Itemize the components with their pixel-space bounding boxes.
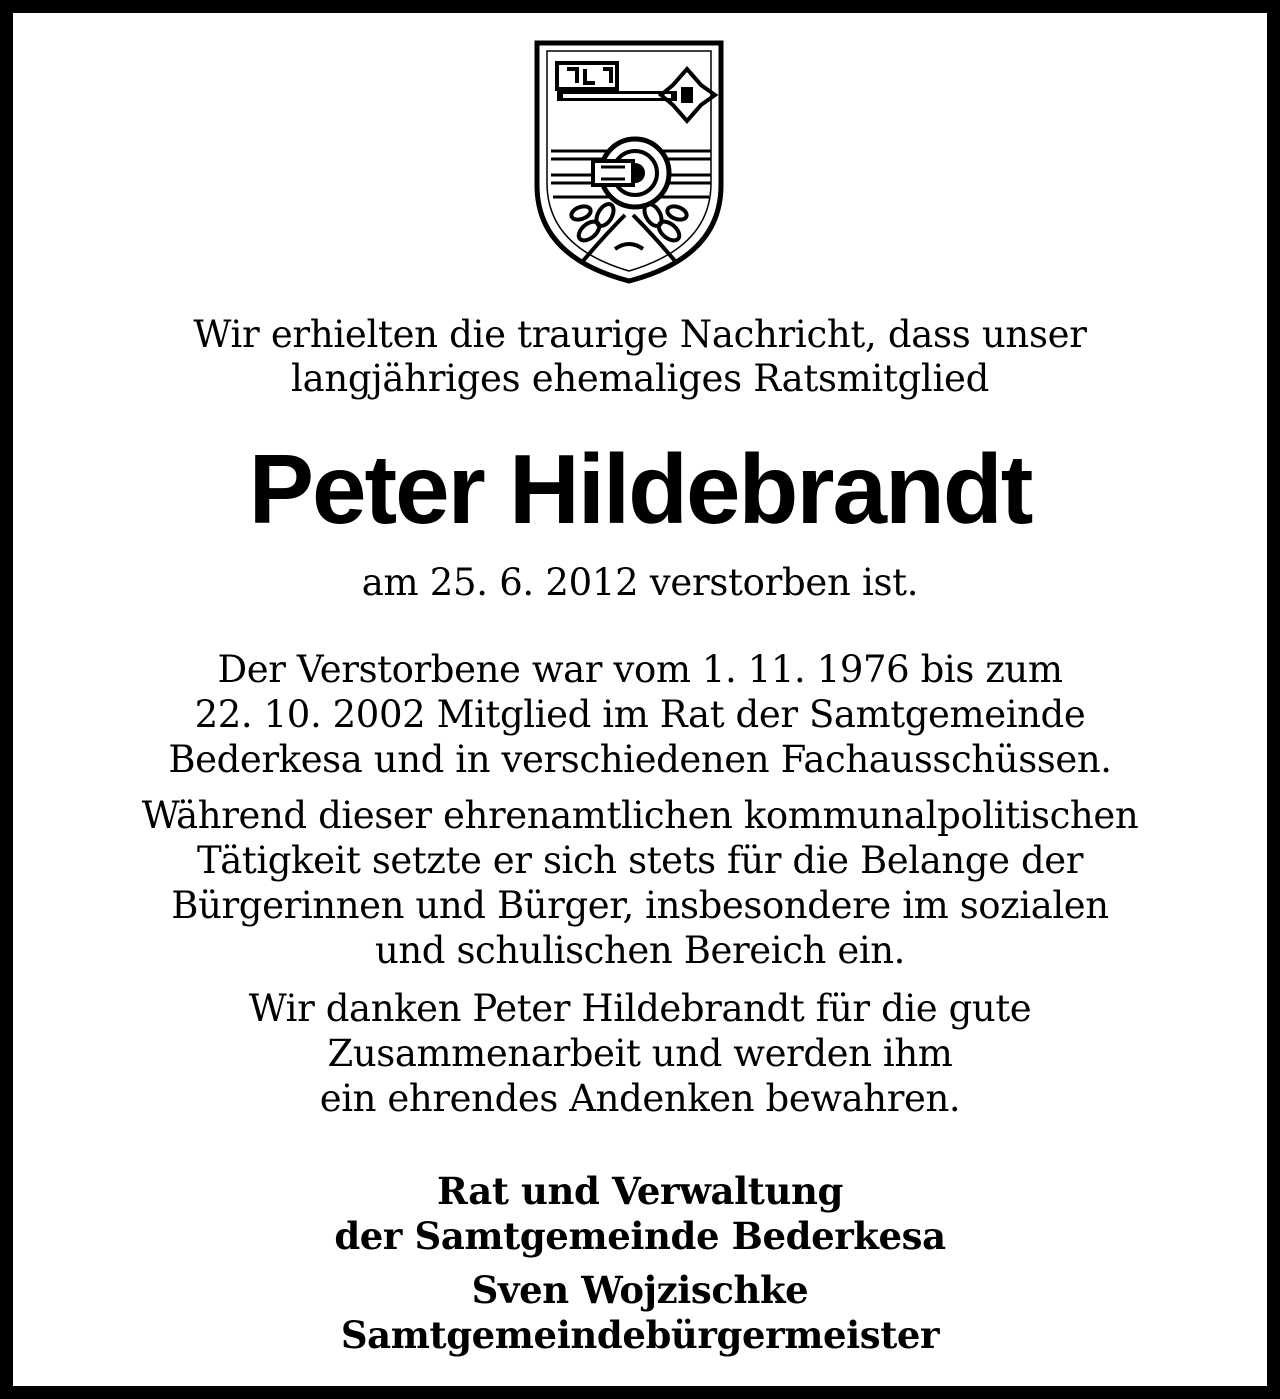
intro-text <box>13 313 1267 401</box>
paragraph-line: Zusammenarbeit und werden ihm <box>327 1032 953 1075</box>
paragraph-line: Bederkesa und in verschiedenen Fachausschüssen. <box>168 738 1112 781</box>
signature-person <box>13 1268 1267 1358</box>
signature-line: Sven Wojzischke <box>471 1268 809 1312</box>
coat-of-arms-icon <box>523 35 735 287</box>
intro-line: Wir erhielten die traurige Nachricht, dass unser <box>193 313 1087 356</box>
signature-line: Rat und Verwaltung <box>437 1169 843 1213</box>
intro-line: langjähriges ehemaliges Ratsmitglied <box>291 357 989 400</box>
paragraph-line: und schulischen Bereich ein. <box>374 929 906 972</box>
paragraph-line: ein ehrendes Andenken bewahren. <box>319 1077 961 1120</box>
deceased-name: Peter Hildebrandt <box>248 434 1032 544</box>
paragraph-thanks <box>13 986 1267 1121</box>
paragraph-line: Tätigkeit setzte er sich stets für die Belange der <box>196 839 1084 882</box>
signature-line: der Samtgemeinde Bederkesa <box>334 1214 946 1258</box>
paragraph-membership <box>13 647 1267 782</box>
paragraph-line: Während dieser ehrenamtlichen kommunalpolitischen <box>141 794 1139 837</box>
signature-organization <box>13 1169 1267 1259</box>
paragraph-line: Wir danken Peter Hildebrandt für die gute <box>248 987 1032 1030</box>
date-of-death: am 25. 6. 2012 verstorben ist. <box>361 561 919 604</box>
signature-line: Samtgemeindebürgermeister <box>340 1313 940 1357</box>
paragraph-line: Bürgerinnen und Bürger, insbesondere im sozialen <box>171 884 1109 927</box>
paragraph-line: 22. 10. 2002 Mitglied im Rat der Samtgemeinde <box>194 693 1086 736</box>
paragraph-line: Der Verstorbene war vom 1. 11. 1976 bis zum <box>217 648 1063 691</box>
obituary-notice <box>13 13 1267 1386</box>
paragraph-engagement <box>13 793 1267 973</box>
